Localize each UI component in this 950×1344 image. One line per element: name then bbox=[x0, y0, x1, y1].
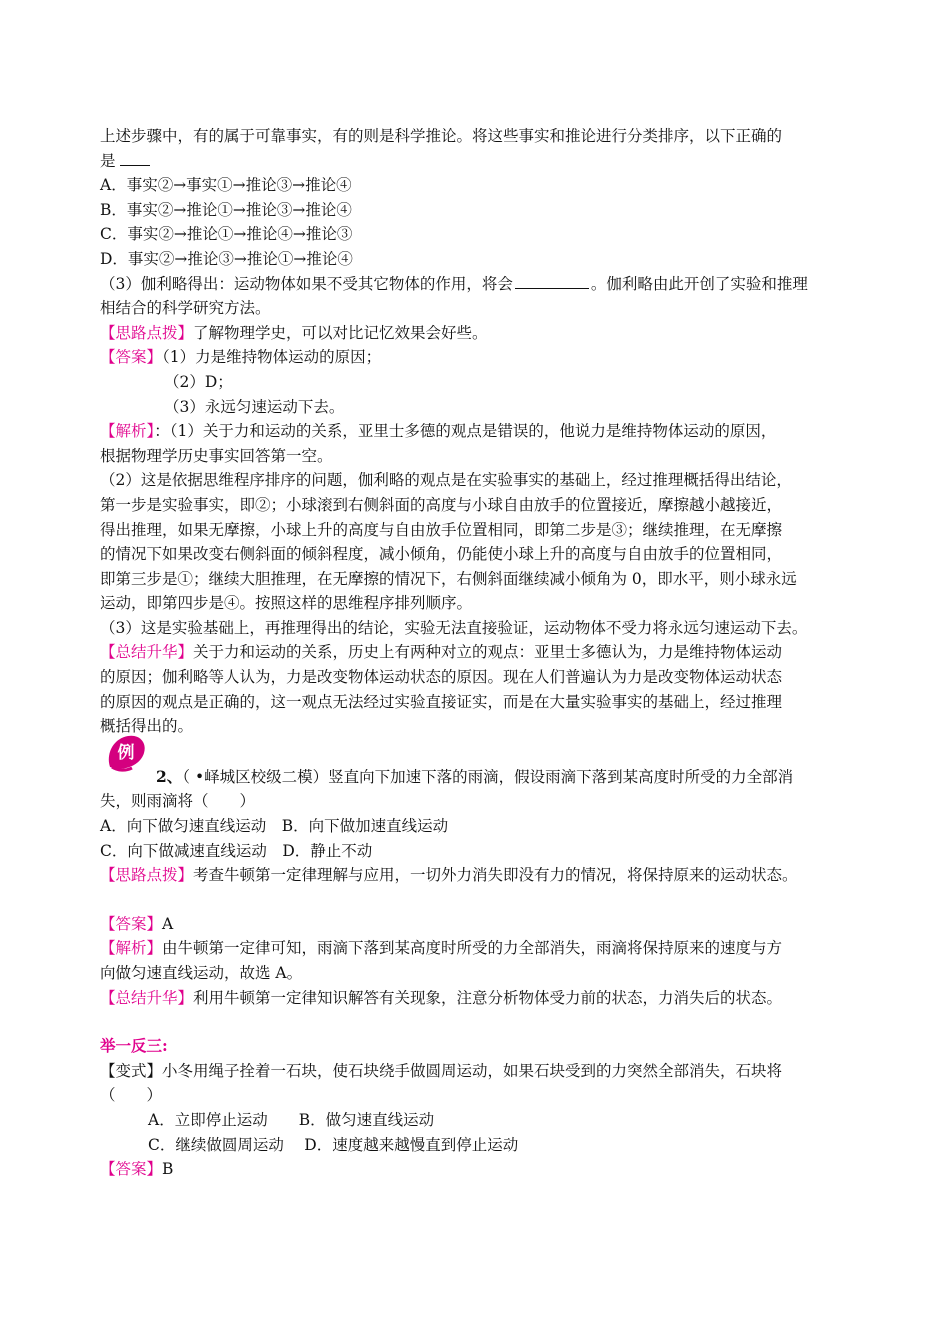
intro-line-1: 上述步骤中，有的属于可靠事实，有的则是科学推论。将这些事实和推论进行分类排序，以下正确的 bbox=[100, 127, 783, 145]
example-2-options-ab: A．向下做匀速直线运动 B．向下做加速直线运动 bbox=[100, 817, 449, 836]
analysis-line-2: 根据物理学历史事实回答第一空。 bbox=[100, 446, 333, 465]
analysis-row bbox=[100, 419, 852, 444]
answer-3: （3）永远匀速运动下去。 bbox=[164, 397, 345, 416]
spacer bbox=[100, 888, 852, 912]
analysis-line-4: 第一步是实验事实，即②；小球滚到右侧斜面的高度与小球自由放手的位置接近，摩擦越小越接近， bbox=[100, 495, 783, 514]
question-3-line-2: 相结合的科学研究方法。 bbox=[100, 299, 271, 318]
example-2-answer: A bbox=[162, 914, 174, 933]
example-2-analysis-line-1: 由牛顿第一定律可知，雨滴下落到某高度时所受的力全部消失，雨滴将保持原来的速度与方 bbox=[162, 939, 783, 958]
analysis-line-8: 运动，即第四步是④。按照这样的思维程序排列顺序。 bbox=[100, 594, 473, 613]
variant-answer-tag: 【答案】 bbox=[100, 1160, 163, 1179]
answer-blank[interactable] bbox=[120, 151, 150, 166]
example-2-analysis-line-2: 向做匀速直线运动，故选 A。 bbox=[100, 964, 303, 982]
example-2-stem-line-1 bbox=[100, 765, 852, 790]
example-2-hint-row bbox=[100, 863, 852, 888]
question-3-before: （3）伽利略得出：运动物体如果不受其它物体的作用，将会 bbox=[100, 274, 513, 293]
analysis-line-7: 即第三步是①；继续大胆推理，在无摩擦的情况下，右侧斜面继续减小倾角为 0，即水平，则小球永远 bbox=[100, 569, 797, 588]
example-2-header bbox=[100, 739, 852, 790]
option-c: C．事实②→推论①→推论④→推论③ bbox=[100, 225, 353, 244]
summary-line-4: 概括得出的。 bbox=[100, 717, 194, 736]
hint-tag: 【思路点拨】 bbox=[100, 323, 194, 342]
question-3-blank[interactable] bbox=[515, 274, 589, 289]
analysis-line-5: 得出推理，如果无摩擦，小球上升的高度与自由放手位置相同，即第二步是③；继续推理，在无摩擦 bbox=[100, 520, 783, 539]
example-badge-text: 例 bbox=[117, 742, 135, 763]
example-2-answer-row bbox=[100, 912, 852, 937]
example-2-stem-line-2: 失，则雨滴将（ ） bbox=[100, 792, 256, 811]
answer-row bbox=[100, 345, 852, 370]
variant-options-cd: C．继续做圆周运动 D．速度越来越慢直到停止运动 bbox=[148, 1135, 519, 1154]
summary-row bbox=[100, 640, 852, 665]
variant-row bbox=[100, 1059, 852, 1084]
example-2-stem-text: （ •峄城区校级二模）竖直向下加速下落的雨滴，假设雨滴下落到某高度时所受的力全部消 bbox=[182, 767, 794, 786]
variant-line-2: （ ） bbox=[100, 1086, 163, 1105]
example-2-hint-tag: 【思路点拨】 bbox=[100, 866, 194, 885]
intro-line-2 bbox=[100, 149, 852, 174]
example-2-hint-text: 考查牛顿第一定律理解与应用，一切外力消失即没有力的情况，将保持原来的运动状态。 bbox=[193, 866, 798, 885]
option-b: B．事实②→推论①→推论③→推论④ bbox=[100, 200, 352, 219]
hint-row bbox=[100, 321, 852, 346]
variant-answer-row bbox=[100, 1157, 852, 1182]
analysis-line-3: （2）这是依据思维程序排序的问题，伽利略的观点是在实验事实的基础上，经过推理概括得出结论， bbox=[100, 471, 792, 490]
option-a: A．事实②→事实①→推论③→推论④ bbox=[100, 176, 352, 195]
example-badge-icon bbox=[104, 733, 148, 773]
answer-tag: 【答案】 bbox=[100, 348, 163, 367]
analysis-line-9: （3）这是实验基础上，再推理得出的结论，实验无法直接验证，运动物体不受力将永远匀速运动下去。 bbox=[100, 618, 808, 637]
analysis-line-1: ：（1）关于力和运动的关系，亚里士多德的观点是错误的，他说力是维持物体运动的原因， bbox=[154, 422, 777, 441]
document-page bbox=[100, 124, 852, 1182]
summary-tag: 【总结升华】 bbox=[100, 643, 194, 662]
example-2-summary-tag: 【总结升华】 bbox=[100, 988, 194, 1007]
spacer bbox=[100, 1010, 852, 1034]
example-2-summary-text: 利用牛顿第一定律知识解答有关现象，注意分析物体受力前的状态，力消失后的状态。 bbox=[193, 988, 783, 1007]
summary-line-3: 的原因的观点是正确的，这一观点无法经过实验直接证实，而是在大量实验事实的基础上，经过推理 bbox=[100, 692, 783, 711]
practice-heading: 举一反三: bbox=[100, 1036, 168, 1056]
summary-line-1: 关于力和运动的关系，历史上有两种对立的观点：亚里士多德认为，力是维持物体运动 bbox=[193, 643, 783, 662]
example-2-analysis-tag: 【解析】 bbox=[100, 939, 163, 958]
question-3-after: 。伽利略由此开创了实验和推理 bbox=[590, 274, 808, 293]
variant-options-ab: A．立即停止运动 B．做匀速直线运动 bbox=[148, 1110, 435, 1129]
hint-text: 了解物理学史，可以对比记忆效果会好些。 bbox=[193, 323, 488, 342]
option-d: D．事实②→推论③→推论①→推论④ bbox=[100, 249, 353, 268]
variant-tag: 【变式】 bbox=[100, 1061, 163, 1080]
example-2-number: 2、 bbox=[156, 766, 183, 786]
summary-line-2: 的原因；伽利略等人认为，力是改变物体运动状态的原因。现在人们普遍认为力是改变物体运动状态 bbox=[100, 668, 783, 687]
answer-1: （1）力是维持物体运动的原因； bbox=[162, 348, 382, 367]
question-3 bbox=[100, 272, 852, 297]
example-2-options-cd: C．向下做减速直线运动 D．静止不动 bbox=[100, 841, 373, 860]
variant-answer: B bbox=[162, 1160, 174, 1179]
example-2-summary-row bbox=[100, 986, 852, 1011]
answer-2: （2）D； bbox=[164, 372, 233, 391]
intro-line-2-text: 是 bbox=[100, 151, 116, 170]
analysis-tag: 【解析】 bbox=[100, 422, 155, 441]
variant-line-1: 小冬用绳子拴着一石块，使石块绕手做圆周运动，如果石块受到的力突然全部消失，石块将 bbox=[162, 1061, 783, 1080]
analysis-line-6: 的情况下如果改变右侧斜面的倾斜程度，减小倾角，仍能使小球上升的高度与自由放手的位置相同， bbox=[100, 545, 783, 564]
example-2-analysis-row bbox=[100, 936, 852, 961]
example-2-answer-tag: 【答案】 bbox=[100, 914, 163, 933]
